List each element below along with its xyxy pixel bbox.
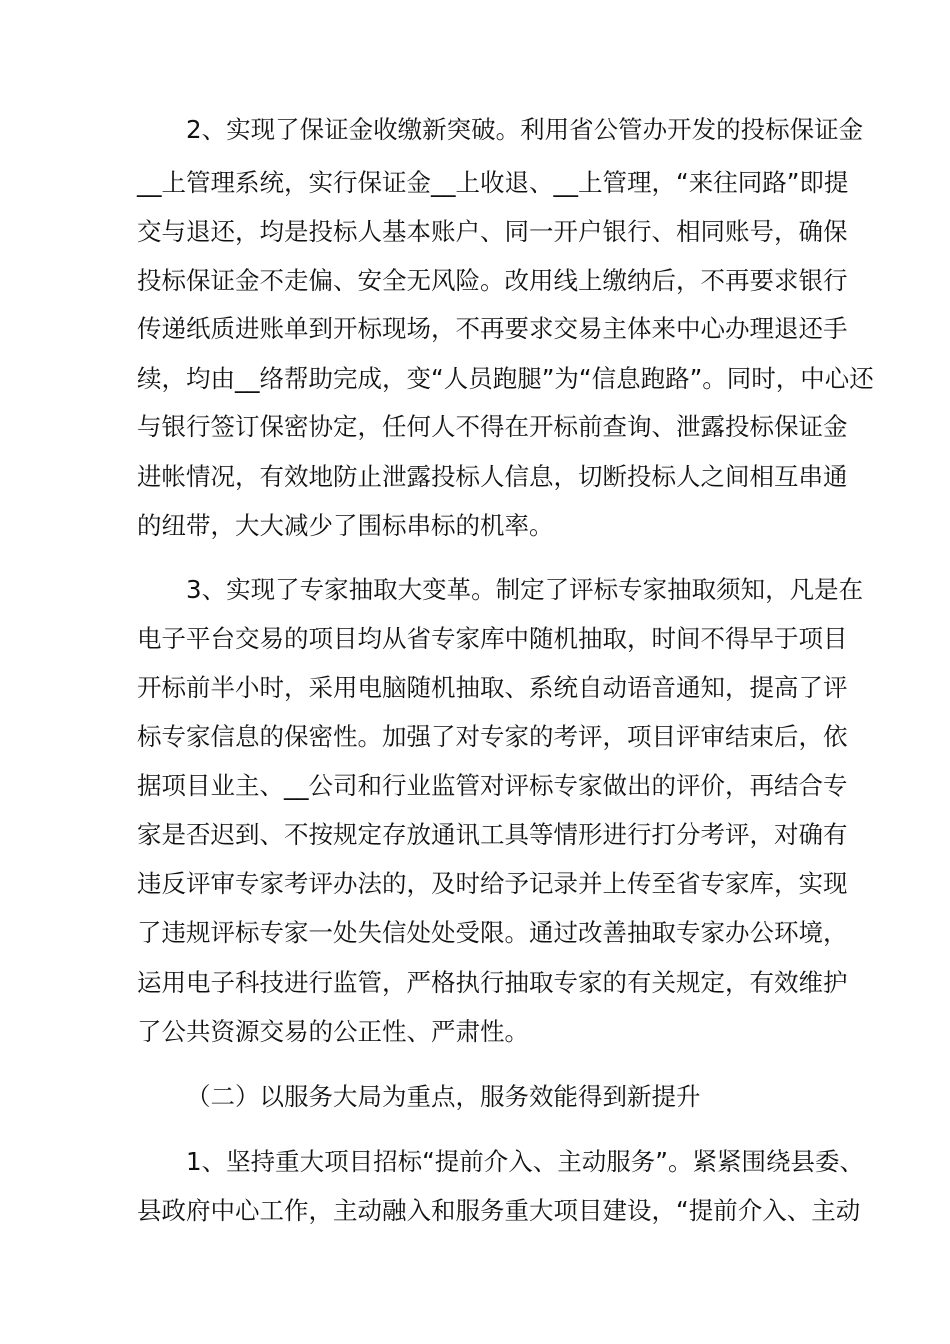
text-line: 了违规评标专家一处失信处处受限。通过改善抽取专家办公环境， [137, 918, 848, 947]
text-line: 进帐情况，有效地防止泄露投标人信息，切断投标人之间相互串通 [137, 462, 848, 491]
text-line: 3、实现了专家抽取大变革。制定了评标专家抽取须知，凡是在 [186, 575, 864, 604]
text-line: 电子平台交易的项目均从省专家库中随机抽取，时间不得早于项目 [137, 624, 848, 653]
text-line: 续，均由__络帮助完成，变“人员跑腿”为“信息跑路”。同时，中心还 [137, 364, 874, 393]
text-line: __上管理系统，实行保证金__上收退、__上管理，“来往同路”即提 [137, 168, 849, 197]
text-line: 与银行签订保密协定，任何人不得在开标前查询、泄露投标保证金 [137, 412, 848, 441]
text-line: 据项目业主、__公司和行业监管对评标专家做出的评价，再结合专 [137, 771, 848, 800]
text-line: 违反评审专家考评办法的，及时给予记录并上传至省专家库，实现 [137, 869, 848, 898]
text-line: 投标保证金不走偏、安全无风险。改用线上缴纳后，不再要求银行 [137, 266, 848, 295]
text-line: 运用电子科技进行监管，严格执行抽取专家的有关规定，有效维护 [137, 968, 848, 997]
text-line: 家是否迟到、不按规定存放通讯工具等情形进行打分考评，对确有 [137, 820, 848, 849]
text-line: 了公共资源交易的公正性、严肃性。 [137, 1017, 529, 1046]
text-line: 县政府中心工作，主动融入和服务重大项目建设，“提前介入、主动 [137, 1196, 861, 1225]
text-line: 的纽带，大大减少了围标串标的机率。 [137, 511, 554, 540]
text-line: 交与退还，均是投标人基本账户、同一开户银行、相同账号，确保 [137, 217, 848, 246]
text-line: 标专家信息的保密性。加强了对专家的考评，项目评审结束后，依 [137, 722, 848, 751]
text-line: 2、实现了保证金收缴新突破。利用省公管办开发的投标保证金 [186, 115, 864, 144]
section-heading: （二）以服务大局为重点，服务效能得到新提升 [186, 1082, 701, 1111]
text-line: 传递纸质进账单到开标现场，不再要求交易主体来中心办理退还手 [137, 314, 848, 343]
text-line: 1、坚持重大项目招标“提前介入、主动服务”。紧紧围绕县委、 [186, 1147, 864, 1176]
text-line: 开标前半小时，采用电脑随机抽取、系统自动语音通知，提高了评 [137, 673, 848, 702]
